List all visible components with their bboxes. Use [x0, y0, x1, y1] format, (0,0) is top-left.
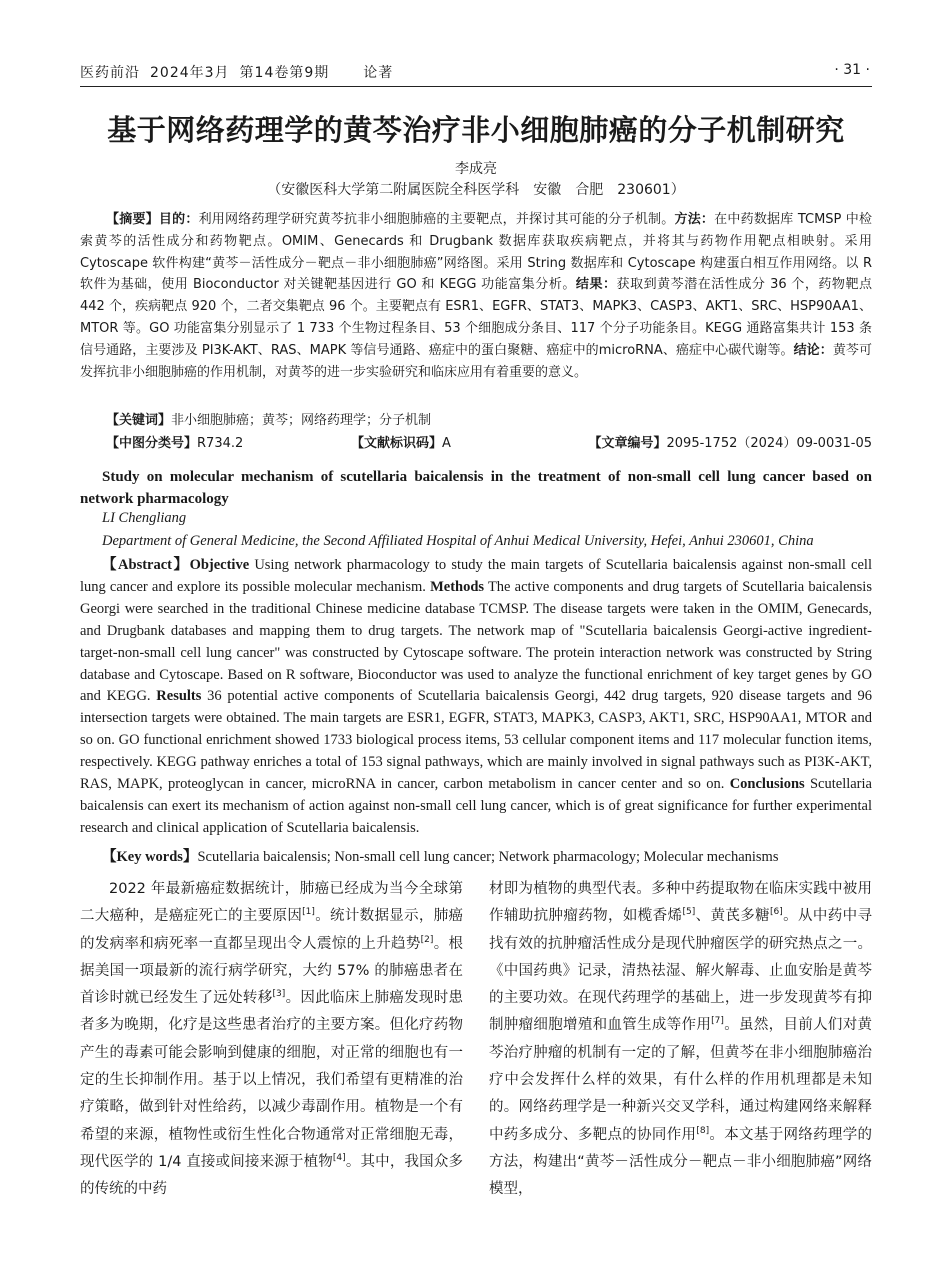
body-text: 。从中药中寻找有效的抗肿瘤活性成分是现代肿瘤医学的研究热点之一。《中国药典》记录，清热祛湿、解火解毒、止血安胎是黄芩的主要功效。在现代药理学的基础上，进一步发现黄芩有抑制肿瘤细胞增殖和血管生成等作用	[489, 908, 873, 1034]
conclusions-en-label: Conclusions	[729, 776, 805, 793]
doc-value: A	[442, 436, 451, 451]
article-label: 【文章编号】	[588, 436, 667, 451]
methods-label: 方法：	[674, 212, 715, 227]
abstract-cn	[80, 209, 872, 383]
citation-ref: [5]	[682, 907, 696, 918]
document-code	[351, 432, 451, 451]
journal-name: 医药前沿	[80, 65, 140, 81]
methods-en-label: Methods	[430, 578, 485, 595]
keywords-en-label: 【Key words】	[102, 849, 198, 865]
volume-issue: 第14卷第9期	[239, 65, 330, 81]
body-text: 。统计数据显示，肺癌的发病率和病死率一直都呈现出令人震惊的上升趋势	[80, 908, 464, 952]
abstract-label: 【摘要】	[106, 212, 159, 227]
methods-text: 在中药数据库 TCMSP 中检索黄芩的活性成分和药物靶点。OMIM、Genecards 和 Drugbank 数据库获取疾病靶点，并将其与药物作用靶点相映射。采用 Cytoscape 软件构建“黄芩－活性成分－靶点－非小细胞肺癌”网络图。采用 String 数据库和 Cytoscape 构建蛋白相互作用网络。以 R 软件为基础，使用 Bioconductor 对关键靶基因进行 GO 和 KEGG 功能富集分析。	[80, 212, 872, 293]
doc-label: 【文献标识码】	[351, 436, 443, 451]
results-label: 结果：	[575, 277, 617, 293]
results-en-label: Results	[156, 688, 202, 705]
objective-en-text: Using network pharmacology to study the main targets of Scutellaria baicalensis against non-small cell lung cancer and explore its possible molecular mechanism.	[80, 557, 872, 595]
conclusions-en-text: Scutellaria baicalensis can exert its mechanism of action against non-small cell lung cancer, which is of great significance for further experimental research and clinical application of Scutellaria baicalensis.	[80, 776, 872, 836]
citation-ref: [6]	[769, 907, 783, 918]
keywords-label: 【关键词】	[106, 413, 172, 428]
clc-number	[106, 432, 243, 451]
english-title: Study on molecular mechanism of scutellaria baicalensis in the treatment of non-small cell lung cancer based on network pharmacology	[80, 469, 872, 507]
issue-date: 2024年3月	[150, 65, 230, 81]
conclusion-text: 黄芩可发挥抗非小细胞肺癌的作用机制，对黄芩的进一步实验研究和临床应用有着重要的意义。	[80, 342, 872, 380]
english-author: LI Chengliang	[102, 510, 187, 526]
body-text: 材即为植物的典型代表。多种中药提取物在临床实践中被用作辅助抗肿瘤药物，如榄香烯	[489, 881, 872, 925]
clc-label: 【中图分类号】	[106, 436, 198, 451]
keywords-en-text: Scutellaria baicalensis; Non-small cell lung cancer; Network pharmacology; Molecular mechanisms	[197, 849, 779, 865]
keywords-text: 非小细胞肺癌；黄芩；网络药理学；分子机制	[171, 413, 432, 428]
body-column-left	[80, 876, 463, 1204]
clc-value: R734.2	[197, 436, 244, 451]
abstract-en-label: 【Abstract】	[102, 557, 190, 573]
page-number: · 31 ·	[834, 62, 870, 78]
article-page	[80, 0, 872, 1280]
body-text: 、黄芪多糖	[695, 908, 770, 925]
citation-ref: [4]	[332, 1152, 346, 1163]
body-text: 。本文基于网络药理学的方法，构建出“黄芩－活性成分－靶点－非小细胞肺癌”网络模型，	[489, 1126, 873, 1198]
keywords-en	[102, 845, 778, 866]
body-text: 。虽然，目前人们对黄芩治疗肿瘤的机制有一定的了解，但黄芩在非小细胞肺癌治疗中会发挥什么样的效果，有什么样的作用机理都是未知的。网络药理学是一种新兴交叉学科，通过构建网络来解释中药多成分、多靶点的协同作用	[489, 1017, 873, 1143]
abstract-en	[80, 555, 872, 840]
citation-ref: [8]	[696, 1125, 710, 1136]
article-title: 基于网络药理学的黄芩治疗非小细胞肺癌的分子机制研究	[107, 113, 845, 147]
citation-ref: [7]	[711, 1016, 724, 1027]
conclusion-label: 结论：	[793, 342, 833, 358]
results-text: 获取到黄芩潜在活性成分 36 个，药物靶点 442 个，疾病靶点 920 个，二者交集靶点 96 个。主要靶点有 ESR1、EGFR、STAT3、MAPK3、CASP3、AKT1、SRC、HSP90AA1、MTOR 等。GO 功能富集分别显示了 1 733 个生物过程条目、53 个细胞成分条目、117 个分子功能条目。KEGG 通路富集共计 153 条信号通路，主要涉及 PI3K-AKT、RAS、MAPK 等信号通路、癌症中的蛋白聚糖、癌症中的microRNA、癌症中心碳代谢等。	[80, 277, 872, 358]
body-text: 2022 年最新癌症数据统计，肺癌已经成为当今全球第二大癌种，是癌症死亡的主要原因	[80, 881, 463, 925]
citation-ref: [2]	[420, 934, 434, 945]
body-column-right	[489, 876, 872, 1204]
objective-en-label: Objective	[189, 557, 250, 573]
article-value: 2095-1752（2024）09-0031-05	[666, 436, 872, 451]
classification-row	[106, 432, 872, 454]
journal-info	[80, 62, 403, 82]
article-number	[588, 432, 872, 451]
author-affiliation: （安徽医科大学第二附属医院全科医学科 安徽 合肥 230601）	[267, 182, 685, 198]
column-name: 论著	[363, 65, 394, 81]
author-name: 李成亮	[455, 161, 497, 177]
keywords-cn	[106, 409, 431, 428]
objective-label: 目的：	[158, 212, 199, 227]
results-en-text: 36 potential active components of Scutellaria baicalensis Georgi, 442 drug targets, 920 disease targets and 96 intersection targets were obtained. The main targets are ESR1, EGFR, STAT3, MAPK3, CASP3, AKT1, SRC, HSP90AA1, MTOR and so on. GO functional enrichment showed 1733 biological process items, 53 cellular component items and 117 molecular function items, respectively. KEGG pathway enriches a total of 153 signal pathways, which are mainly involved in signal pathways such as PI3K-AKT, RAS, MAPK, proteoglycan in cancer, microRNA in cancer, carbon metabolism in cancer center and so on.	[80, 688, 872, 793]
objective-text: 利用网络药理学研究黄芩抗非小细胞肺癌的主要靶点，并探讨其可能的分子机制。	[198, 212, 675, 227]
citation-ref: [1]	[302, 907, 315, 918]
methods-en-text: The active components and drug targets of Scutellaria baicalensis Georgi were searched in the traditional Chinese medicine database TCMSP. The disease targets were taken in the OMIM, Genecards, and Drugbank databases and mapping them to drug targets. The network map of "Scutellaria baicalensis Georgi-active ingredient-target-non-small cell lung cancer" was constructed by Cytoscape software. The protein interaction network was constructed by String database and Cytoscape. Based on R software, Bioconductor was used to analyze the functional enrichment of key target genes by GO and KEGG.	[80, 578, 872, 705]
body-text: 。根据美国一项最新的流行病学研究，大约 57% 的肺癌患者在首诊时就已经发生了远处转移	[80, 935, 464, 1007]
citation-ref: [3]	[272, 989, 286, 1000]
running-header	[80, 62, 872, 87]
english-affiliation: Department of General Medicine, the Second Affiliated Hospital of Anhui Medical University, Hefei, Anhui 230601, China	[102, 533, 814, 549]
body-text: 。因此临床上肺癌发现时患者多为晚期，化疗是这些患者治疗的主要方案。但化疗药物产生的毒素可能会影响到健康的细胞，对正常的细胞也有一定的生长抑制作用。基于以上情况，我们希望有更精准的治疗策略，做到针对性给药，以减少毒副作用。植物是一个有希望的来源，植物性或衍生性化合物通常对正常细胞无毒，现代医学的 1/4 直接或间接来源于植物	[80, 990, 464, 1170]
body-text: 。其中，我国众多的传统的中药	[80, 1153, 463, 1198]
